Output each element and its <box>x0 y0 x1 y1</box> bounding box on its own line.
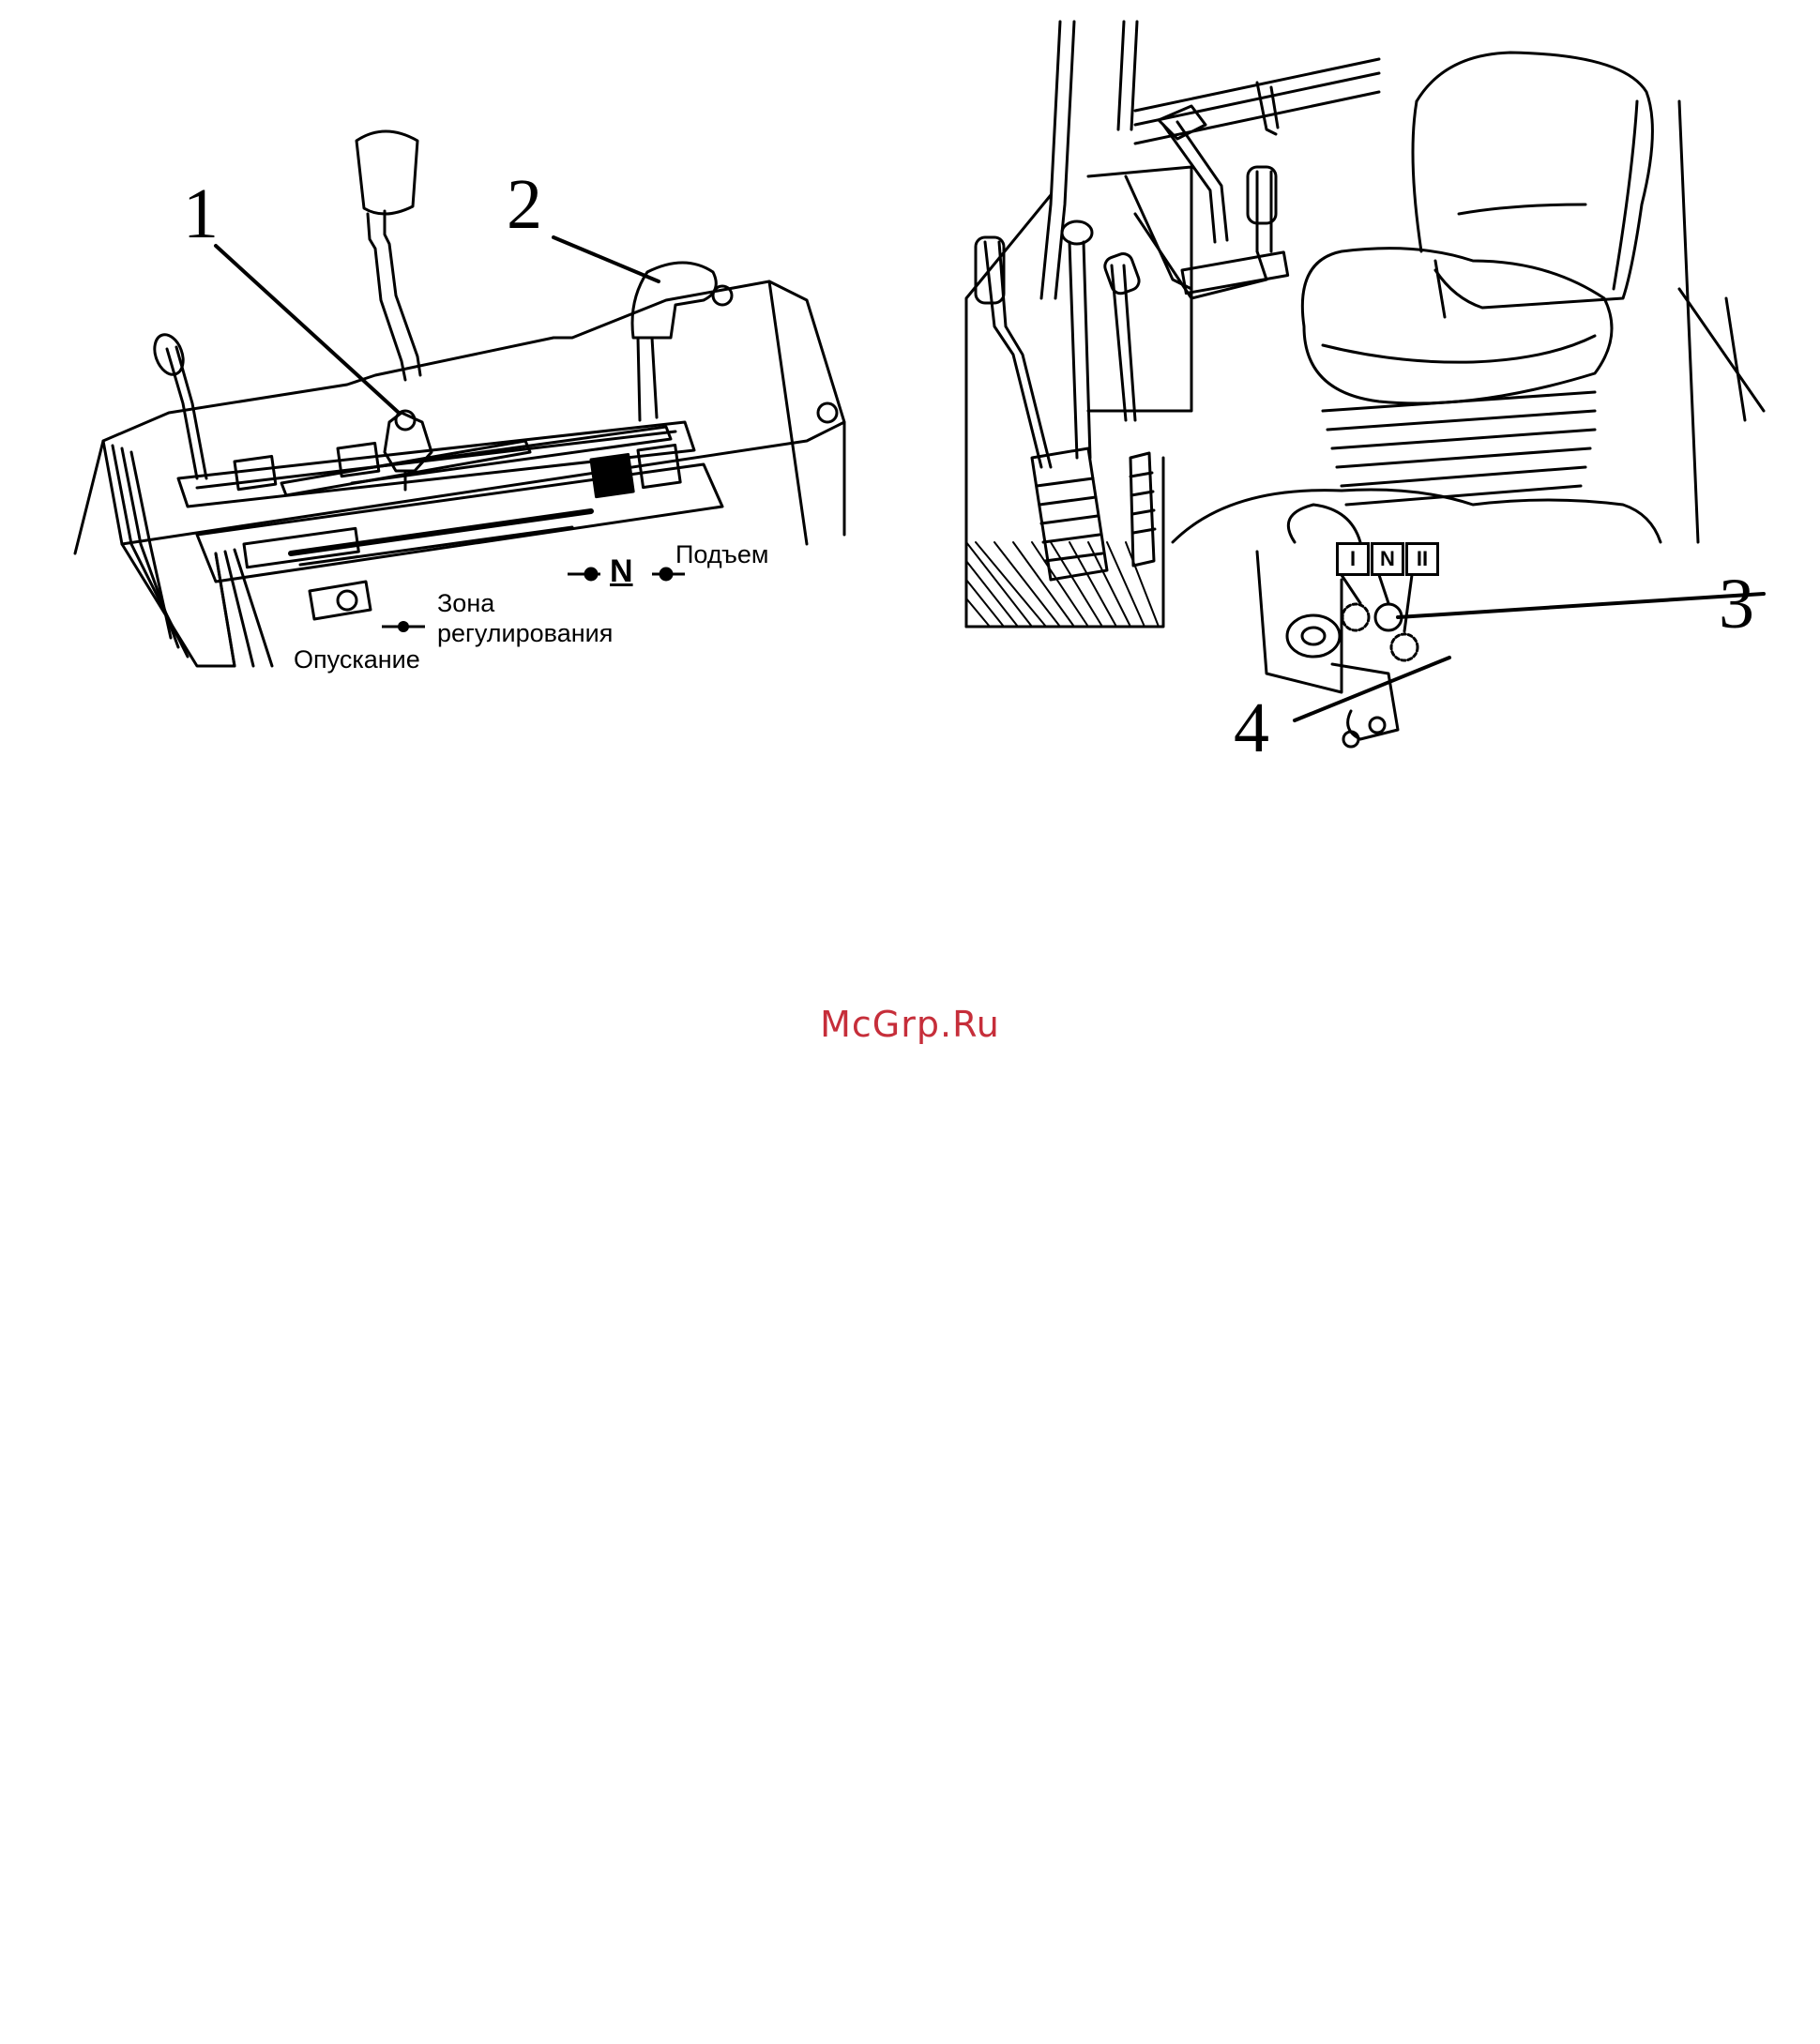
position-mark-ii: II <box>1405 542 1439 576</box>
callout-4: 4 <box>1234 689 1269 767</box>
cabin-figure <box>948 17 1773 767</box>
regulation-zone-marker-icon <box>380 617 427 636</box>
position-mark-i: I <box>1336 542 1370 576</box>
control-panel-figure <box>66 103 872 685</box>
lift-label: Подъем <box>675 540 769 568</box>
watermark-text: McGrp.Ru <box>820 1004 1000 1045</box>
neutral-marker-icon <box>563 555 722 593</box>
lowering-label: Опускание <box>294 645 420 674</box>
regulation-zone-label-line1: Зона <box>437 589 495 617</box>
callout-3: 3 <box>1719 565 1754 643</box>
tractor-cabin-drawing <box>948 17 1773 767</box>
regulation-zone-label-line2: регулирования <box>437 619 614 647</box>
callout-1: 1 <box>183 174 219 253</box>
neutral-label: N <box>610 553 633 589</box>
position-mark-n: N <box>1371 542 1404 576</box>
callout-2: 2 <box>507 165 542 244</box>
